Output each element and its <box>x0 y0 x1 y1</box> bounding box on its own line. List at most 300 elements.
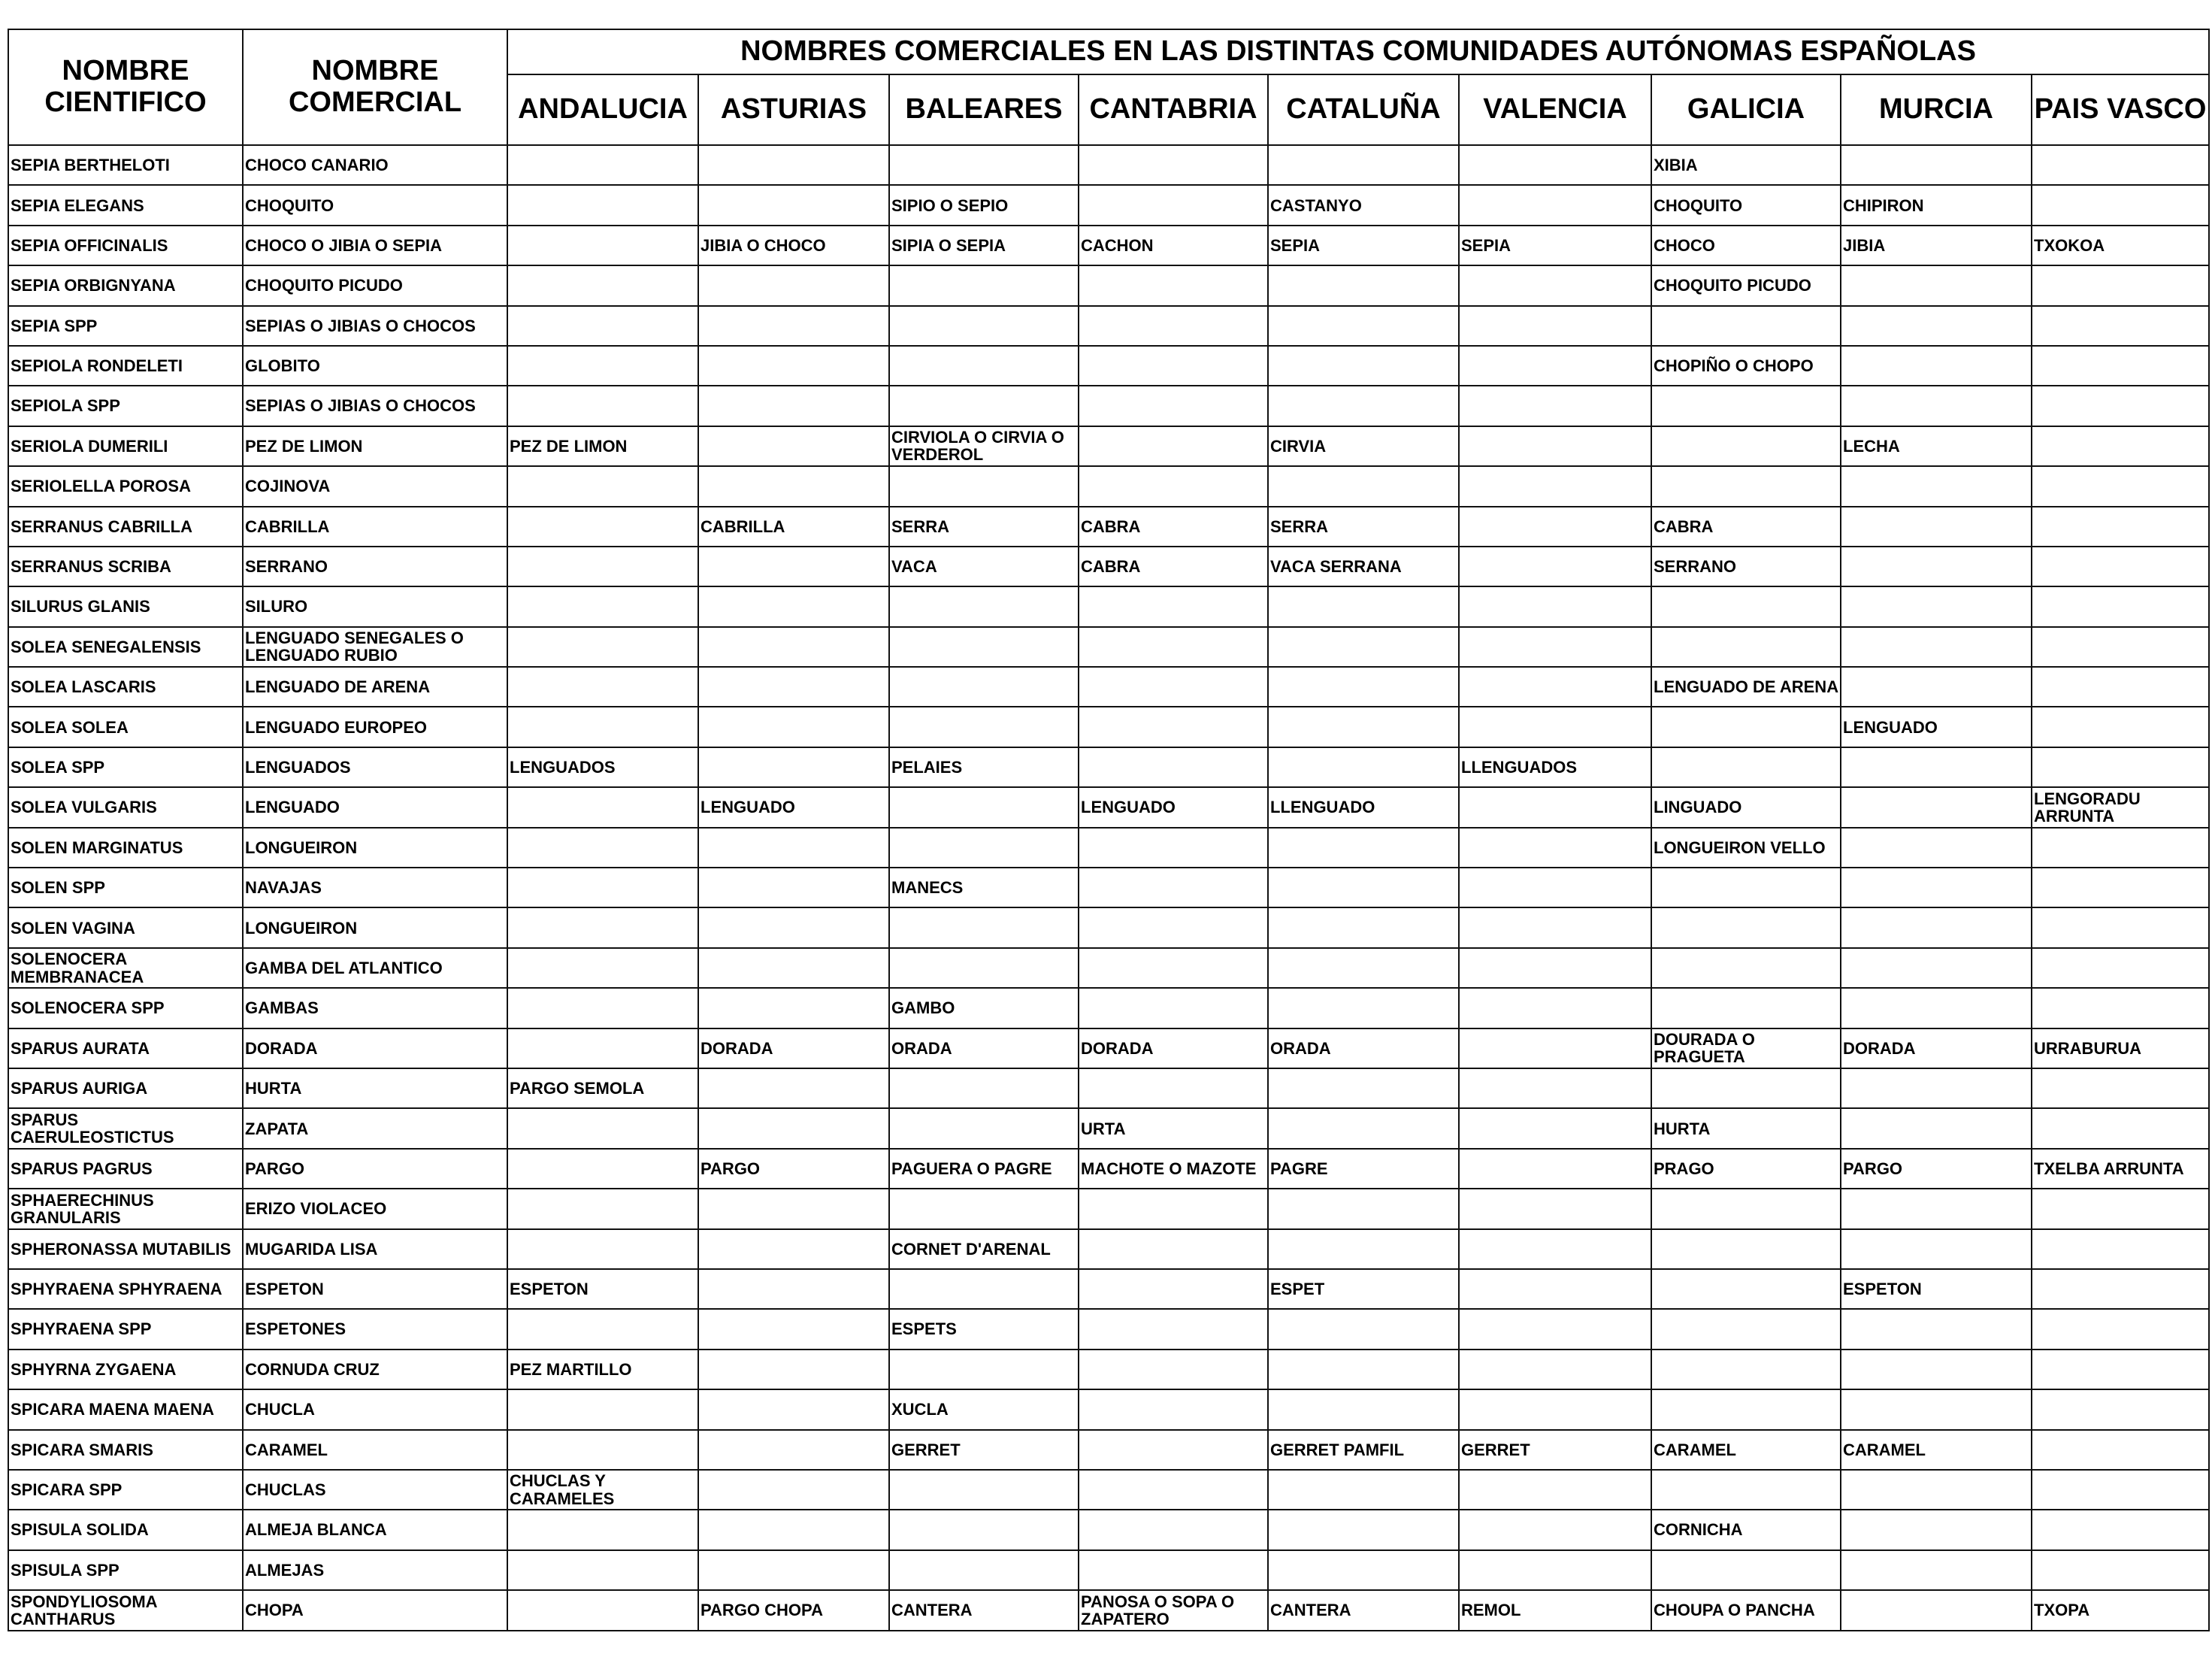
table-row <box>8 1068 2209 1108</box>
cell-commercial-name: SEPIAS O JIBIAS O CHOCOS <box>243 386 507 426</box>
cell-cataluna <box>1268 466 1459 506</box>
cell-galicia: CABRA <box>1651 507 1841 547</box>
cell-pais-vasco <box>2032 627 2209 667</box>
cell-asturias: JIBIA O CHOCO <box>698 226 889 265</box>
cell-andalucia <box>507 386 698 426</box>
cell-andalucia <box>507 988 698 1028</box>
cell-murcia <box>1841 1590 2032 1631</box>
cell-murcia <box>1841 1470 2032 1510</box>
table-row <box>8 507 2209 547</box>
cell-cataluna <box>1268 948 1459 988</box>
cell-andalucia <box>507 1028 698 1068</box>
cell-commercial-name: GAMBA DEL ATLANTICO <box>243 948 507 988</box>
cell-asturias <box>698 306 889 346</box>
cell-cataluna <box>1268 1189 1459 1228</box>
table-row <box>8 1590 2209 1631</box>
cell-baleares: SIPIO O SEPIO <box>889 185 1079 225</box>
cell-murcia <box>1841 306 2032 346</box>
cell-asturias <box>698 828 889 868</box>
cell-scientific-name: SOLEA SPP <box>8 747 243 787</box>
cell-cantabria: PANOSA O SOPA O ZAPATERO <box>1079 1590 1268 1631</box>
cell-murcia: JIBIA <box>1841 226 2032 265</box>
cell-scientific-name: SPARUS PAGRUS <box>8 1149 243 1189</box>
cell-baleares <box>889 948 1079 988</box>
cell-galicia: XIBIA <box>1651 145 1841 185</box>
cell-asturias: PARGO <box>698 1149 889 1189</box>
cell-scientific-name: SEPIA ORBIGNYANA <box>8 265 243 305</box>
cell-andalucia <box>507 667 698 707</box>
cell-valencia <box>1459 547 1651 586</box>
header-region-murcia: MURCIA <box>1841 74 2032 145</box>
cell-cataluna <box>1268 1550 1459 1590</box>
cell-baleares <box>889 667 1079 707</box>
cell-baleares <box>889 586 1079 626</box>
cell-galicia <box>1651 426 1841 466</box>
cell-cataluna <box>1268 1229 1459 1269</box>
cell-baleares <box>889 1550 1079 1590</box>
header-scientific-name: NOMBRE CIENTIFICO <box>8 29 243 145</box>
cell-asturias <box>698 1510 889 1549</box>
cell-murcia <box>1841 828 2032 868</box>
cell-valencia <box>1459 426 1651 466</box>
cell-baleares: CORNET D'ARENAL <box>889 1229 1079 1269</box>
cell-cantabria <box>1079 988 1268 1028</box>
cell-andalucia: LENGUADOS <box>507 747 698 787</box>
cell-andalucia <box>507 507 698 547</box>
cell-andalucia <box>507 627 698 667</box>
cell-andalucia <box>507 185 698 225</box>
cell-andalucia <box>507 346 698 386</box>
cell-cataluna: VACA SERRANA <box>1268 547 1459 586</box>
cell-asturias <box>698 868 889 907</box>
cell-baleares <box>889 306 1079 346</box>
cell-cataluna <box>1268 868 1459 907</box>
cell-pais-vasco <box>2032 1550 2209 1590</box>
cell-murcia <box>1841 145 2032 185</box>
cell-galicia <box>1651 627 1841 667</box>
cell-valencia <box>1459 1309 1651 1349</box>
cell-baleares <box>889 386 1079 426</box>
cell-cantabria <box>1079 386 1268 426</box>
cell-pais-vasco: URRABURUA <box>2032 1028 2209 1068</box>
cell-pais-vasco <box>2032 747 2209 787</box>
cell-cataluna <box>1268 1510 1459 1549</box>
cell-pais-vasco <box>2032 586 2209 626</box>
cell-baleares: CANTERA <box>889 1590 1079 1631</box>
table-body <box>8 145 2209 1631</box>
cell-valencia <box>1459 1068 1651 1108</box>
cell-commercial-name: ERIZO VIOLACEO <box>243 1189 507 1228</box>
cell-murcia <box>1841 627 2032 667</box>
cell-cantabria <box>1079 828 1268 868</box>
cell-valencia <box>1459 185 1651 225</box>
cell-valencia <box>1459 907 1651 947</box>
cell-asturias <box>698 1550 889 1590</box>
cell-pais-vasco <box>2032 386 2209 426</box>
cell-baleares: PAGUERA O PAGRE <box>889 1149 1079 1189</box>
table-row <box>8 988 2209 1028</box>
cell-asturias <box>698 1229 889 1269</box>
table-row <box>8 627 2209 667</box>
cell-pais-vasco <box>2032 466 2209 506</box>
cell-murcia: CHIPIRON <box>1841 185 2032 225</box>
cell-baleares: CIRVIOLA O CIRVIA O VERDEROL <box>889 426 1079 466</box>
cell-galicia <box>1651 1068 1841 1108</box>
table-row <box>8 1108 2209 1148</box>
cell-cantabria <box>1079 1550 1268 1590</box>
cell-andalucia <box>507 1309 698 1349</box>
table-row <box>8 586 2209 626</box>
cell-commercial-name: CABRILLA <box>243 507 507 547</box>
cell-cataluna <box>1268 306 1459 346</box>
cell-scientific-name: SOLEA SENEGALENSIS <box>8 627 243 667</box>
table-row <box>8 747 2209 787</box>
cell-pais-vasco <box>2032 667 2209 707</box>
cell-valencia <box>1459 1108 1651 1148</box>
cell-cataluna <box>1268 707 1459 747</box>
cell-cantabria <box>1079 346 1268 386</box>
table-row <box>8 707 2209 747</box>
cell-cataluna: SERRA <box>1268 507 1459 547</box>
cell-valencia <box>1459 1028 1651 1068</box>
cell-pais-vasco <box>2032 1229 2209 1269</box>
cell-pais-vasco <box>2032 426 2209 466</box>
cell-cantabria: MACHOTE O MAZOTE <box>1079 1149 1268 1189</box>
cell-pais-vasco <box>2032 306 2209 346</box>
cell-commercial-name: SEPIAS O JIBIAS O CHOCOS <box>243 306 507 346</box>
cell-cataluna <box>1268 386 1459 426</box>
cell-cantabria: CACHON <box>1079 226 1268 265</box>
cell-cataluna <box>1268 1068 1459 1108</box>
cell-andalucia <box>507 948 698 988</box>
cell-galicia <box>1651 707 1841 747</box>
cell-asturias <box>698 1309 889 1349</box>
cell-scientific-name: SPICARA MAENA MAENA <box>8 1389 243 1429</box>
cell-murcia <box>1841 346 2032 386</box>
cell-pais-vasco <box>2032 265 2209 305</box>
header-region-cantabria: CANTABRIA <box>1079 74 1268 145</box>
cell-scientific-name: SERRANUS SCRIBA <box>8 547 243 586</box>
cell-pais-vasco <box>2032 507 2209 547</box>
cell-valencia <box>1459 1550 1651 1590</box>
cell-andalucia <box>507 145 698 185</box>
cell-asturias <box>698 466 889 506</box>
cell-valencia <box>1459 1149 1651 1189</box>
cell-andalucia <box>507 907 698 947</box>
cell-scientific-name: SPICARA SPP <box>8 1470 243 1510</box>
cell-murcia <box>1841 1108 2032 1148</box>
cell-cantabria <box>1079 466 1268 506</box>
cell-valencia <box>1459 1269 1651 1309</box>
header-region-cataluna: CATALUÑA <box>1268 74 1459 145</box>
cell-cantabria <box>1079 1389 1268 1429</box>
cell-asturias <box>698 547 889 586</box>
cell-galicia: CHOCO <box>1651 226 1841 265</box>
cell-murcia <box>1841 1309 2032 1349</box>
cell-cantabria <box>1079 1189 1268 1228</box>
cell-asturias <box>698 907 889 947</box>
cell-andalucia: PEZ MARTILLO <box>507 1350 698 1389</box>
cell-scientific-name: SPISULA SPP <box>8 1550 243 1590</box>
table-row <box>8 185 2209 225</box>
cell-cantabria <box>1079 1269 1268 1309</box>
cell-cataluna <box>1268 828 1459 868</box>
cell-asturias <box>698 707 889 747</box>
cell-cataluna <box>1268 1350 1459 1389</box>
cell-cantabria <box>1079 948 1268 988</box>
cell-scientific-name: SPARUS AURIGA <box>8 1068 243 1108</box>
table-row <box>8 265 2209 305</box>
table-row <box>8 346 2209 386</box>
cell-cantabria <box>1079 1068 1268 1108</box>
cell-murcia <box>1841 1510 2032 1549</box>
cell-scientific-name: SEPIOLA SPP <box>8 386 243 426</box>
cell-cantabria: CABRA <box>1079 507 1268 547</box>
cell-andalucia <box>507 828 698 868</box>
cell-asturias <box>698 627 889 667</box>
cell-commercial-name: HURTA <box>243 1068 507 1108</box>
cell-commercial-name: LONGUEIRON <box>243 907 507 947</box>
cell-baleares: XUCLA <box>889 1389 1079 1429</box>
cell-commercial-name: ALMEJA BLANCA <box>243 1510 507 1549</box>
cell-valencia <box>1459 707 1651 747</box>
cell-asturias: DORADA <box>698 1028 889 1068</box>
cell-pais-vasco <box>2032 1430 2209 1470</box>
cell-valencia <box>1459 145 1651 185</box>
cell-pais-vasco <box>2032 1269 2209 1309</box>
cell-cataluna <box>1268 1389 1459 1429</box>
cell-murcia <box>1841 547 2032 586</box>
cell-cantabria <box>1079 586 1268 626</box>
cell-valencia <box>1459 507 1651 547</box>
cell-cantabria: LENGUADO <box>1079 787 1268 827</box>
cell-andalucia <box>507 787 698 827</box>
cell-andalucia <box>507 707 698 747</box>
header-regional-names: NOMBRES COMERCIALES EN LAS DISTINTAS COMUNIDADES AUTÓNOMAS ESPAÑOLAS <box>507 29 2209 74</box>
cell-baleares <box>889 265 1079 305</box>
table-row <box>8 547 2209 586</box>
cell-pais-vasco <box>2032 1108 2209 1148</box>
cell-pais-vasco <box>2032 1309 2209 1349</box>
cell-galicia: CHOQUITO PICUDO <box>1651 265 1841 305</box>
cell-asturias <box>698 426 889 466</box>
cell-scientific-name: SOLENOCERA SPP <box>8 988 243 1028</box>
cell-valencia <box>1459 627 1651 667</box>
table-row <box>8 1550 2209 1590</box>
species-names-table <box>8 29 2210 1631</box>
cell-cantabria <box>1079 1430 1268 1470</box>
cell-scientific-name: SILURUS GLANIS <box>8 586 243 626</box>
cell-scientific-name: SEPIA BERTHELOTI <box>8 145 243 185</box>
table-row <box>8 1350 2209 1389</box>
cell-cantabria <box>1079 145 1268 185</box>
cell-galicia <box>1651 386 1841 426</box>
cell-valencia: REMOL <box>1459 1590 1651 1631</box>
cell-galicia: DOURADA O PRAGUETA <box>1651 1028 1841 1068</box>
cell-andalucia <box>507 586 698 626</box>
cell-andalucia <box>507 1189 698 1228</box>
cell-scientific-name: SEPIOLA RONDELETI <box>8 346 243 386</box>
cell-scientific-name: SPHAERECHINUS GRANULARIS <box>8 1189 243 1228</box>
cell-scientific-name: SOLEA LASCARIS <box>8 667 243 707</box>
table-row <box>8 145 2209 185</box>
cell-galicia <box>1651 1389 1841 1429</box>
cell-valencia <box>1459 386 1651 426</box>
cell-scientific-name: SPHYRNA ZYGAENA <box>8 1350 243 1389</box>
table-row <box>8 466 2209 506</box>
cell-scientific-name: SPONDYLIOSOMA CANTHARUS <box>8 1590 243 1631</box>
cell-valencia: GERRET <box>1459 1430 1651 1470</box>
cell-cantabria <box>1079 868 1268 907</box>
cell-murcia <box>1841 466 2032 506</box>
cell-asturias <box>698 346 889 386</box>
cell-baleares <box>889 1068 1079 1108</box>
cell-scientific-name: SEPIA ELEGANS <box>8 185 243 225</box>
table-row <box>8 1028 2209 1068</box>
cell-pais-vasco <box>2032 1470 2209 1510</box>
cell-andalucia: PARGO SEMOLA <box>507 1068 698 1108</box>
cell-murcia <box>1841 386 2032 426</box>
header-region-baleares: BALEARES <box>889 74 1079 145</box>
cell-commercial-name: GLOBITO <box>243 346 507 386</box>
cell-baleares <box>889 707 1079 747</box>
cell-pais-vasco <box>2032 185 2209 225</box>
cell-galicia: LINGUADO <box>1651 787 1841 827</box>
cell-commercial-name: LENGUADO EUROPEO <box>243 707 507 747</box>
cell-asturias <box>698 265 889 305</box>
cell-asturias: LENGUADO <box>698 787 889 827</box>
cell-baleares: MANECS <box>889 868 1079 907</box>
cell-pais-vasco <box>2032 988 2209 1028</box>
cell-galicia <box>1651 948 1841 988</box>
cell-galicia <box>1651 1229 1841 1269</box>
cell-scientific-name: SPHYRAENA SPHYRAENA <box>8 1269 243 1309</box>
cell-galicia <box>1651 747 1841 787</box>
cell-scientific-name: SOLEA SOLEA <box>8 707 243 747</box>
cell-baleares <box>889 466 1079 506</box>
cell-andalucia <box>507 1550 698 1590</box>
cell-andalucia <box>507 1389 698 1429</box>
cell-asturias <box>698 1350 889 1389</box>
table-row <box>8 306 2209 346</box>
cell-commercial-name: CHUCLAS <box>243 1470 507 1510</box>
cell-cantabria <box>1079 747 1268 787</box>
cell-cantabria <box>1079 426 1268 466</box>
cell-galicia <box>1651 1350 1841 1389</box>
cell-baleares <box>889 1510 1079 1549</box>
table-row <box>8 1189 2209 1228</box>
cell-commercial-name: CHOCO CANARIO <box>243 145 507 185</box>
cell-cantabria: URTA <box>1079 1108 1268 1148</box>
cell-cantabria <box>1079 907 1268 947</box>
cell-cataluna: CANTERA <box>1268 1590 1459 1631</box>
cell-andalucia <box>507 547 698 586</box>
cell-baleares <box>889 828 1079 868</box>
cell-scientific-name: SERIOLELLA POROSA <box>8 466 243 506</box>
cell-pais-vasco <box>2032 868 2209 907</box>
cell-commercial-name: CHOPA <box>243 1590 507 1631</box>
cell-cantabria <box>1079 1510 1268 1549</box>
cell-baleares <box>889 1470 1079 1510</box>
cell-andalucia <box>507 1108 698 1148</box>
cell-asturias <box>698 1068 889 1108</box>
cell-andalucia <box>507 265 698 305</box>
cell-valencia <box>1459 868 1651 907</box>
cell-valencia: LLENGUADOS <box>1459 747 1651 787</box>
cell-asturias: PARGO CHOPA <box>698 1590 889 1631</box>
cell-galicia <box>1651 306 1841 346</box>
cell-andalucia <box>507 1149 698 1189</box>
cell-pais-vasco <box>2032 1510 2209 1549</box>
cell-murcia: PARGO <box>1841 1149 2032 1189</box>
cell-pais-vasco <box>2032 346 2209 386</box>
cell-pais-vasco <box>2032 828 2209 868</box>
cell-scientific-name: SOLEN SPP <box>8 868 243 907</box>
cell-baleares: SIPIA O SEPIA <box>889 226 1079 265</box>
table-row <box>8 868 2209 907</box>
cell-pais-vasco: TXOKOA <box>2032 226 2209 265</box>
cell-galicia: CARAMEL <box>1651 1430 1841 1470</box>
cell-scientific-name: SPICARA SMARIS <box>8 1430 243 1470</box>
cell-baleares <box>889 346 1079 386</box>
cell-andalucia <box>507 1510 698 1549</box>
cell-commercial-name: CARAMEL <box>243 1430 507 1470</box>
table-row <box>8 948 2209 988</box>
cell-baleares <box>889 1189 1079 1228</box>
cell-commercial-name: MUGARIDA LISA <box>243 1229 507 1269</box>
cell-murcia <box>1841 747 2032 787</box>
cell-murcia: LECHA <box>1841 426 2032 466</box>
cell-cataluna <box>1268 265 1459 305</box>
cell-andalucia <box>507 1590 698 1631</box>
cell-asturias <box>698 1389 889 1429</box>
cell-cataluna: ESPET <box>1268 1269 1459 1309</box>
cell-asturias <box>698 1108 889 1148</box>
cell-murcia <box>1841 1229 2032 1269</box>
cell-valencia <box>1459 828 1651 868</box>
cell-commercial-name: LENGUADO SENEGALES O LENGUADO RUBIO <box>243 627 507 667</box>
cell-asturias <box>698 386 889 426</box>
cell-galicia: CORNICHA <box>1651 1510 1841 1549</box>
cell-valencia <box>1459 667 1651 707</box>
cell-scientific-name: SPARUS AURATA <box>8 1028 243 1068</box>
cell-murcia: ESPETON <box>1841 1269 2032 1309</box>
cell-asturias <box>698 1269 889 1309</box>
cell-cantabria <box>1079 667 1268 707</box>
cell-cantabria <box>1079 265 1268 305</box>
cell-murcia <box>1841 1350 2032 1389</box>
cell-scientific-name: SEPIA SPP <box>8 306 243 346</box>
cell-commercial-name: ALMEJAS <box>243 1550 507 1590</box>
cell-scientific-name: SERRANUS CABRILLA <box>8 507 243 547</box>
cell-cataluna <box>1268 145 1459 185</box>
cell-scientific-name: SERIOLA DUMERILI <box>8 426 243 466</box>
cell-baleares: VACA <box>889 547 1079 586</box>
cell-pais-vasco <box>2032 948 2209 988</box>
cell-scientific-name: SPARUS CAERULEOSTICTUS <box>8 1108 243 1148</box>
cell-baleares <box>889 907 1079 947</box>
cell-pais-vasco <box>2032 707 2209 747</box>
cell-commercial-name: PARGO <box>243 1149 507 1189</box>
cell-asturias <box>698 145 889 185</box>
cell-cataluna: GERRET PAMFIL <box>1268 1430 1459 1470</box>
cell-andalucia <box>507 868 698 907</box>
cell-commercial-name: ESPETONES <box>243 1309 507 1349</box>
cell-galicia: LONGUEIRON VELLO <box>1651 828 1841 868</box>
cell-scientific-name: SOLEA VULGARIS <box>8 787 243 827</box>
cell-commercial-name: DORADA <box>243 1028 507 1068</box>
table-row <box>8 1229 2209 1269</box>
